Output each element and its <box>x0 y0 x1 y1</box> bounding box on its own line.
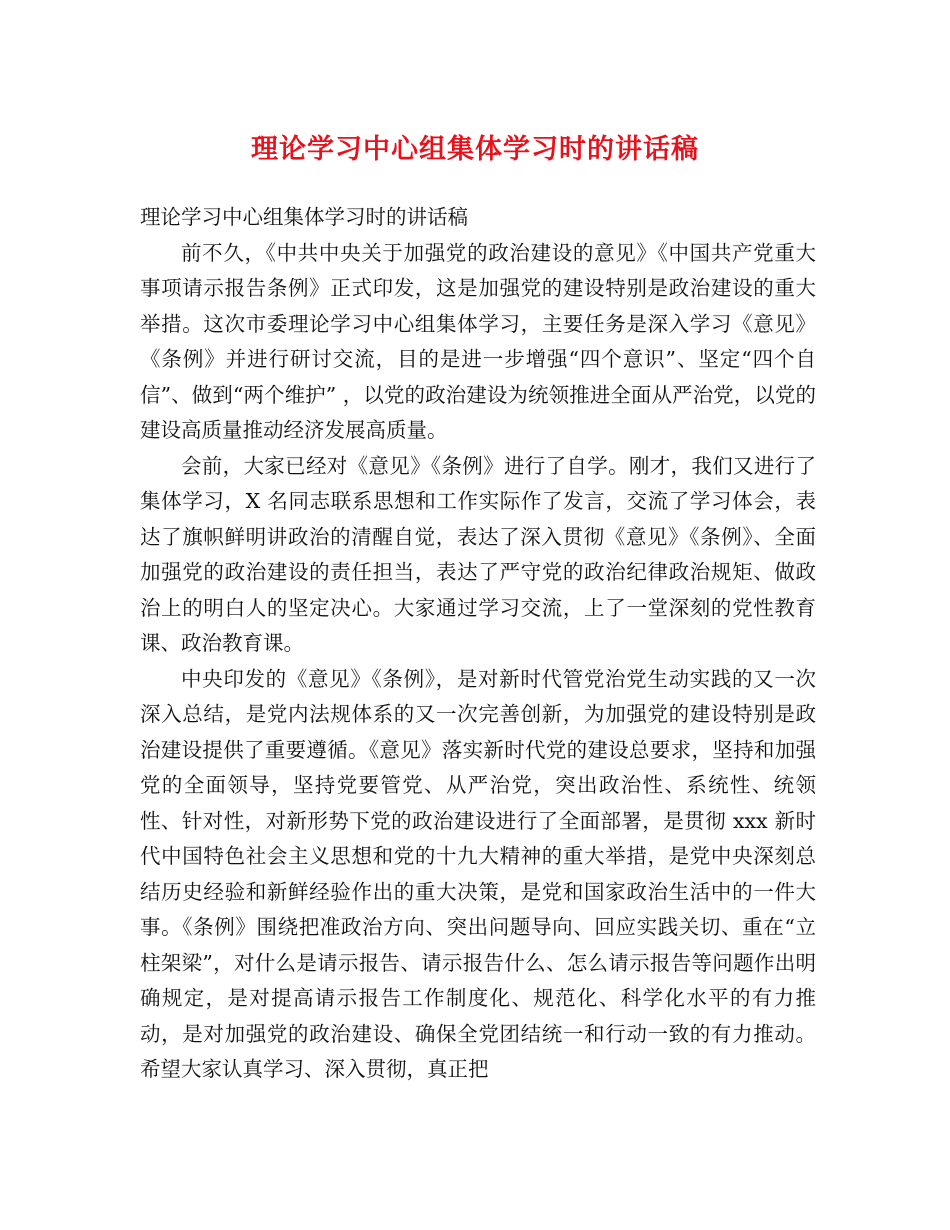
document-title: 理论学习中心组集体学习时的讲话稿 <box>251 134 699 165</box>
document-subtitle: 理论学习中心组集体学习时的讲话稿 <box>140 205 468 229</box>
paragraph-1: 前不久，《中共中央关于加强党的政治建设的意见》《中国共产党重大事项请示报告条例》正式印发，这是加强党的建设特别是政治建设的重大举措。这次市委理论学习中心组集体学习，主要任务是深入学习《意见》《条例》并进行研讨交流，目的是进一步增强“四个意识”、坚定“四个自信”、做到“两个维护” ，以党的政治建设为统领推进全面从严治党，以党的建设高质量推动经济发展高质量。 <box>140 240 816 442</box>
paragraph-2: 会前，大家已经对《意见》《条例》进行了自学。刚才，我们又进行了集体学习，X 名同志联系思想和工作实际作了发言，交流了学习体会，表达了旗帜鲜明讲政治的清醒自觉，表达了深入贯彻《意见》《条例》、全面加强党的政治建设的责任担当，表达了严守党的政治纪律政治规矩、做政治上的明白人的坚定决心。大家通过学习交流，上了一堂深刻的党性教育课、政治教育课。 <box>140 453 816 655</box>
document-body <box>140 200 816 1088</box>
paragraph-3: 中央印发的《意见》《条例》，是对新时代管党治党生动实践的又一次深入总结，是党内法规体系的又一次完善创新，为加强党的建设特别是政治建设提供了重要遵循。《意见》落实新时代党的建设总要求，坚持和加强党的全面领导，坚持党要管党、从严治党，突出政治性、系统性、统领性、针对性，对新形势下党的政治建设进行了全面部署，是贯彻 xxx 新时代中国特色社会主义思想和党的十九大精神的重大举措，是党中央深刻总结历史经验和新鲜经验作出的重大决策，是党和国家政治生活中的一件大事。《条例》围绕把准政治方向、突出问题导向、回应实践关切、重在“立柱架梁”，对什么是请示报告、请示报告什么、怎么请示报告等问题作出明确规定，是对提高请示报告工作制度化、规范化、科学化水平的有力推动，是对加强党的政治建设、确保全党团结统一和行动一致的有力推动。希望大家认真学习、深入贯彻，真正把 <box>140 666 816 1081</box>
